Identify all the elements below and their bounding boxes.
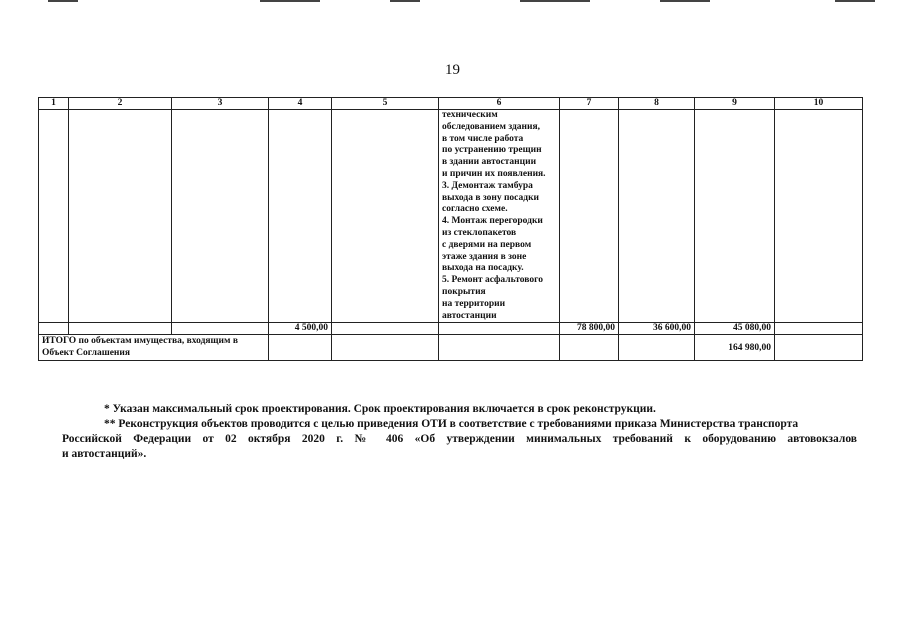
header-cell: 2 xyxy=(69,98,172,110)
page-number: 19 xyxy=(445,62,460,78)
works-description-cell xyxy=(439,110,560,323)
property-table xyxy=(38,97,863,361)
description-line: автостанции xyxy=(442,310,497,321)
description-line: в том числе работа xyxy=(442,133,524,144)
description-line: в здании автостанции xyxy=(442,157,537,168)
table-cell-empty xyxy=(695,110,775,323)
table-cell-empty xyxy=(775,323,863,335)
table-header-row xyxy=(39,98,863,110)
table-cell-empty xyxy=(775,110,863,323)
table-cell-empty xyxy=(332,110,439,323)
table-cell-empty xyxy=(269,335,332,361)
footnotes xyxy=(62,402,857,462)
footnote-2-line-2: Российской Федерации от 02 октября 2020 г. № 406 «Об утверждении минимальных требований к оборудованию автовокзалов xyxy=(62,433,857,445)
description-line: покрытия xyxy=(442,286,486,297)
header-cell: 3 xyxy=(172,98,269,110)
table-cell-empty xyxy=(172,323,269,335)
table-cell-empty xyxy=(619,110,695,323)
table-cell-empty xyxy=(69,110,172,323)
description-line: 5. Ремонт асфальтового xyxy=(442,275,543,286)
header-cell: 8 xyxy=(619,98,695,110)
description-line: выхода на посадку. xyxy=(442,263,524,274)
table-cell-empty xyxy=(619,335,695,361)
header-cell: 5 xyxy=(332,98,439,110)
description-line: 3. Демонтаж тамбура xyxy=(442,180,533,191)
header-cell: 1 xyxy=(39,98,69,110)
table-row-total xyxy=(39,335,863,361)
description-line: 4. Монтаж перегородки xyxy=(442,216,543,227)
description-line: этаже здания в зоне xyxy=(442,251,527,262)
footnote-1: * Указан максимальный срок проектирования. Срок проектирования включается в срок реконструкции. xyxy=(104,403,656,415)
total-label: ИТОГО по объектам имущества, входящим в Объект Соглашения xyxy=(39,335,269,361)
table-cell-empty xyxy=(439,335,560,361)
header-cell: 4 xyxy=(269,98,332,110)
description-line: техническим xyxy=(442,110,498,120)
table-cell-empty xyxy=(775,335,863,361)
table-cell-empty xyxy=(172,110,269,323)
table-cell-empty xyxy=(332,335,439,361)
sum-col8: 36 600,00 xyxy=(619,323,695,335)
description-line: по устранению трещин xyxy=(442,145,542,156)
table-row-description xyxy=(39,110,863,323)
table-cell-empty xyxy=(39,110,69,323)
description-line: на территории xyxy=(442,298,506,309)
description-line: из стеклопакетов xyxy=(442,227,517,238)
description-line: согласно схеме. xyxy=(442,204,508,215)
header-cell: 6 xyxy=(439,98,560,110)
header-cell: 10 xyxy=(775,98,863,110)
footnote-2-line-1: ** Реконструкция объектов проводится с целью приведения ОТИ в соответствие с требованиями приказа Министерства транспорта xyxy=(104,418,799,430)
header-cell: 7 xyxy=(560,98,619,110)
footnote-2-line-3: и автостанций». xyxy=(62,448,147,460)
table-row-sums xyxy=(39,323,863,335)
description-line: обследованием здания, xyxy=(442,121,541,132)
sum-col7: 78 800,00 xyxy=(560,323,619,335)
sum-col9: 45 080,00 xyxy=(695,323,775,335)
header-cell: 9 xyxy=(695,98,775,110)
sum-col4: 4 500,00 xyxy=(269,323,332,335)
description-line: выхода в зону посадки xyxy=(442,192,540,203)
table-cell-empty xyxy=(39,323,69,335)
scan-top-marks xyxy=(0,0,905,4)
table-cell-empty xyxy=(332,323,439,335)
description-line: и причин их появления. xyxy=(442,168,546,179)
table-cell-empty xyxy=(439,323,560,335)
table-cell-empty xyxy=(69,323,172,335)
table-cell-empty xyxy=(560,110,619,323)
table-cell-empty xyxy=(269,110,332,323)
total-value: 164 980,00 xyxy=(695,335,775,361)
description-line: с дверями на первом xyxy=(442,239,532,250)
table-cell-empty xyxy=(560,335,619,361)
